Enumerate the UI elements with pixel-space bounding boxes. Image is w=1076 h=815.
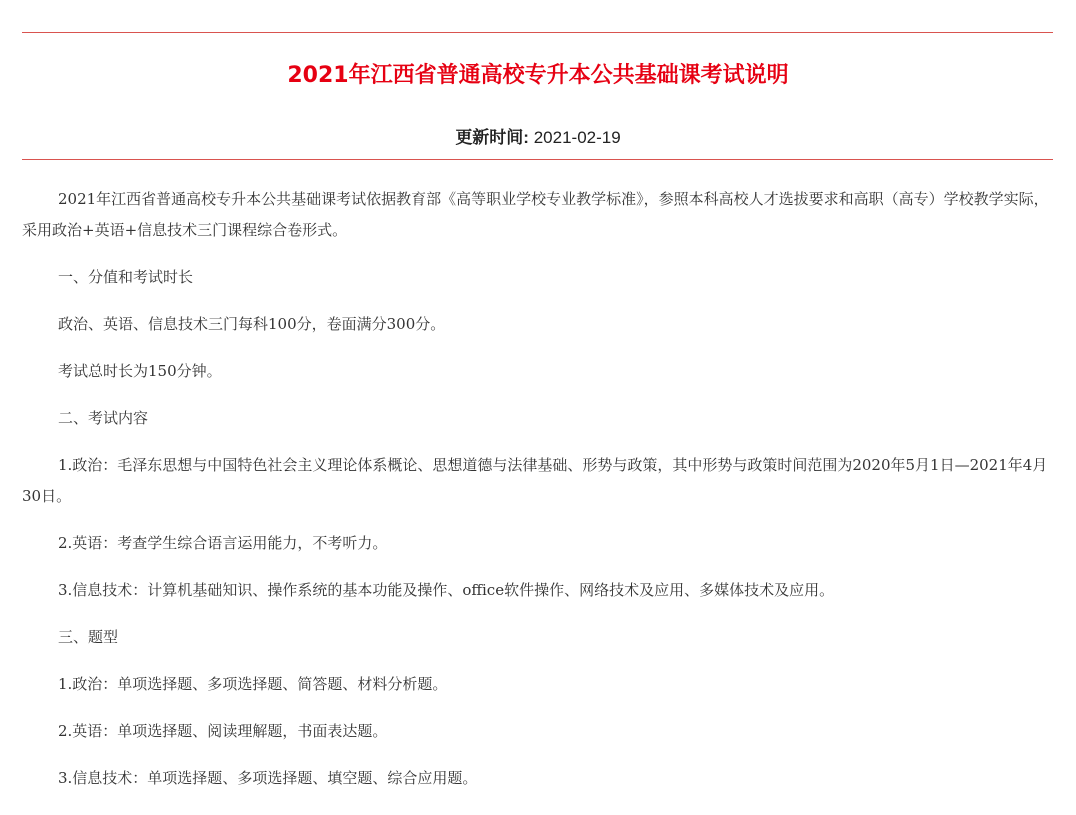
intro-paragraph: 2021年江西省普通高校专升本公共基础课考试依据教育部《高等职业学校专业教学标准》，参照本科高校人才选拔要求和高职（高专）学校教学实际，采用政治+英语+信息技术三门课程综合卷形式。: [22, 190, 1049, 239]
page-title: 2021年江西省普通高校专升本公共基础课考试说明: [287, 63, 789, 88]
section2-item-3: 3.信息技术：计算机基础知识、操作系统的基本功能及操作、office软件操作、网络技术及应用、多媒体技术及应用。: [58, 581, 835, 599]
section2-item-2: 2.英语：考查学生综合语言运用能力，不考听力。: [58, 534, 388, 552]
update-time-label: 更新时间:: [455, 128, 529, 147]
article-body: [22, 184, 1053, 794]
section2-item-1: 1.政治：毛泽东思想与中国特色社会主义理论体系概论、思想道德与法律基础、形势与政策，其中形势与政策时间范围为2020年5月1日—2021年4月30日。: [22, 456, 1048, 505]
section3-item-3: 3.信息技术：单项选择题、多项选择题、填空题、综合应用题。: [58, 769, 478, 787]
section1-paragraph-2: 考试总时长为150分钟。: [58, 362, 222, 380]
header-divider: [22, 159, 1053, 160]
update-time: [0, 126, 1076, 150]
top-divider: [22, 32, 1053, 33]
section3-item-2: 2.英语：单项选择题、阅读理解题，书面表达题。: [58, 722, 388, 740]
section2-heading: 二、考试内容: [58, 409, 149, 427]
section3-heading: 三、题型: [58, 628, 119, 646]
update-time-value: 2021-02-19: [533, 128, 621, 147]
section3-item-1: 1.政治：单项选择题、多项选择题、简答题、材料分析题。: [58, 675, 448, 693]
section1-paragraph-1: 政治、英语、信息技术三门每科100分，卷面满分300分。: [58, 315, 446, 333]
section1-heading: 一、分值和考试时长: [58, 268, 194, 286]
